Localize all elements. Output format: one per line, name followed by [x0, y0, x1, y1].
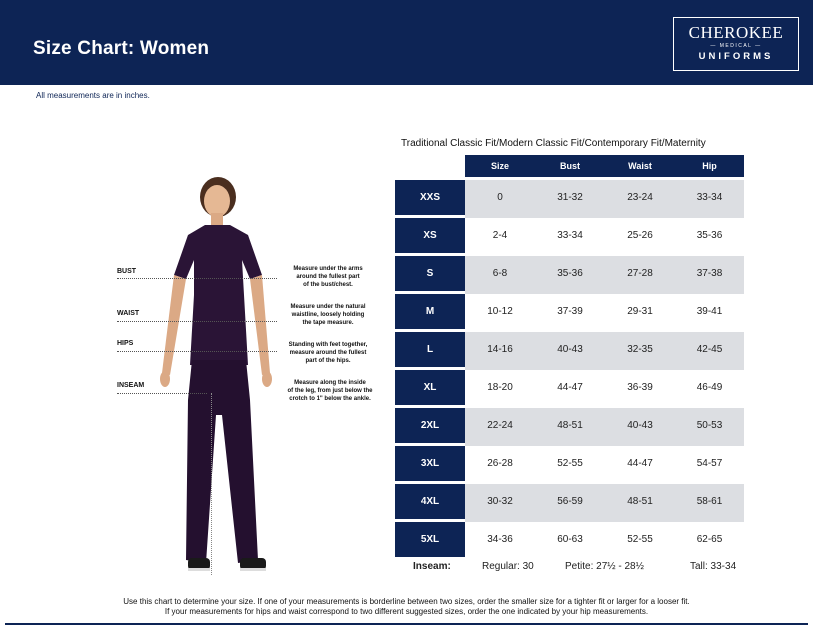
waist-cell: 25-26 — [627, 230, 653, 241]
hip-cell: 35-36 — [696, 230, 723, 241]
bust-label: BUST — [117, 268, 137, 275]
header-waist: Waist — [605, 155, 675, 177]
hip-cell: 46-49 — [696, 382, 723, 393]
logo-uniforms: UNIFORMS — [698, 51, 774, 62]
size-label-cell: 2XL — [395, 408, 465, 443]
table-row — [395, 522, 744, 560]
table-header-row — [395, 155, 744, 177]
bust-cell: 52-55 — [557, 458, 583, 469]
inseam-regular: Regular: 30 — [482, 561, 534, 572]
table-row — [395, 408, 744, 446]
size-label-cell: 3XL — [395, 446, 465, 481]
size-cell: 18-20 — [487, 382, 513, 393]
bust-cell: 33-34 — [557, 230, 583, 241]
waist-cell: 27-28 — [627, 268, 653, 279]
waist-cell: 48-51 — [627, 496, 653, 507]
model-figure-image — [150, 175, 290, 580]
size-label-cell: M — [395, 294, 465, 329]
size-label-cell: 4XL — [395, 484, 465, 519]
table-row — [395, 294, 744, 332]
size-table — [395, 155, 744, 580]
size-label-cell: L — [395, 332, 465, 367]
bottom-rule — [5, 623, 808, 625]
header-size: Size — [465, 155, 535, 177]
logo-medical: — MEDICAL — — [710, 43, 762, 49]
bust-cell: 56-59 — [557, 496, 583, 507]
bust-cell: 40-43 — [557, 344, 583, 355]
header-banner — [0, 0, 813, 85]
table-row — [395, 218, 744, 256]
footer-line-1: Use this chart to determine your size. If one of your measurements is borderline between two sizes, order the smaller size for a tighter fit or larger for a looser fit. — [123, 597, 690, 606]
table-row — [395, 332, 744, 370]
size-cell: 26-28 — [487, 458, 513, 469]
table-row — [395, 446, 744, 484]
bust-cell: 31-32 — [557, 192, 583, 203]
waist-cell: 32-35 — [627, 344, 653, 355]
size-cell: 14-16 — [487, 344, 513, 355]
waist-label: WAIST — [117, 310, 140, 317]
bust-cell: 35-36 — [557, 268, 583, 279]
waist-description: Measure under the natural waistline, loosely holding the tape measure. — [290, 304, 366, 326]
bust-description: Measure under the arms around the fullest part of the bust/chest. — [293, 266, 363, 288]
waist-leader-line — [117, 321, 277, 322]
size-label-cell: XL — [395, 370, 465, 405]
size-cell: 22-24 — [487, 420, 513, 431]
waist-cell: 29-31 — [627, 306, 653, 317]
inseam-row — [395, 557, 744, 577]
size-label-cell: XXS — [395, 180, 465, 215]
size-cell: 30-32 — [487, 496, 513, 507]
size-label-cell: XS — [395, 218, 465, 253]
waist-cell: 36-39 — [627, 382, 653, 393]
fit-caption: Traditional Classic Fit/Modern Classic Fit/Contemporary Fit/Maternity — [401, 138, 706, 149]
hips-description: Standing with feet together, measure around the fullest part of the hips. — [288, 342, 368, 364]
size-cell: 2-4 — [492, 230, 508, 241]
inseam-row-label: Inseam: — [413, 561, 451, 572]
hips-leader-line — [117, 351, 277, 352]
inseam-leader-line — [117, 393, 207, 394]
table-row — [395, 256, 744, 294]
header-bust: Bust — [535, 155, 605, 177]
hip-cell: 42-45 — [696, 344, 723, 355]
waist-cell: 23-24 — [627, 192, 653, 203]
hip-cell: 50-53 — [696, 420, 723, 431]
inseam-label: INSEAM — [117, 382, 145, 389]
size-cell: 34-36 — [487, 534, 513, 545]
table-row — [395, 484, 744, 522]
inseam-description: Measure along the inside of the leg, from just below the crotch to 1" below the ankle. — [287, 380, 373, 402]
hip-cell: 58-61 — [696, 496, 723, 507]
waist-cell: 52-55 — [627, 534, 653, 545]
hip-cell: 33-34 — [696, 192, 723, 203]
hips-label: HIPS — [117, 340, 134, 347]
waist-cell: 40-43 — [627, 420, 653, 431]
inseam-petite: Petite: 27½ - 28½ — [565, 561, 644, 572]
size-cell: 10-12 — [487, 306, 513, 317]
table-row — [395, 180, 744, 218]
hip-cell: 62-65 — [696, 534, 723, 545]
cherokee-logo — [673, 17, 799, 71]
table-row — [395, 370, 744, 408]
inseam-tall: Tall: 33-34 — [690, 561, 737, 572]
bust-cell: 44-47 — [557, 382, 583, 393]
header-hip: Hip — [675, 155, 744, 177]
hip-cell: 54-57 — [696, 458, 723, 469]
hip-cell: 37-38 — [696, 268, 723, 279]
logo-brand: CHEROKEE — [688, 23, 784, 42]
inseam-vertical-line — [211, 393, 212, 575]
size-cell: 6-8 — [492, 268, 508, 279]
waist-cell: 44-47 — [627, 458, 653, 469]
bust-cell: 48-51 — [557, 420, 583, 431]
hip-cell: 39-41 — [696, 306, 723, 317]
size-cell: 0 — [497, 192, 503, 203]
footer-line-2: If your measurements for hips and waist correspond to two different suggested sizes, order the one indicated by your hip measurements. — [164, 607, 649, 616]
bust-cell: 60-63 — [557, 534, 583, 545]
size-label-cell: 5XL — [395, 522, 465, 557]
bust-cell: 37-39 — [557, 306, 583, 317]
page-title: Size Chart: Women — [33, 38, 210, 59]
measurement-note: All measurements are in inches. — [36, 91, 150, 100]
footer-instructions — [0, 597, 813, 617]
bust-leader-line — [117, 278, 277, 279]
size-label-cell: S — [395, 256, 465, 291]
